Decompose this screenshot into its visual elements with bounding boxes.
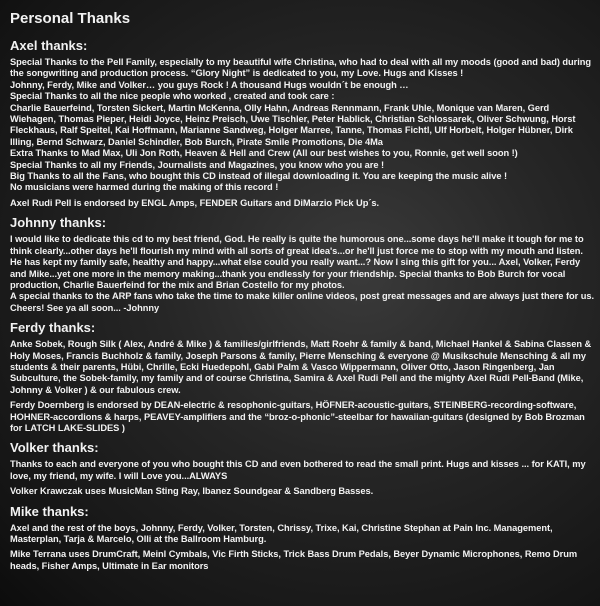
section-paragraph: Anke Sobek, Rough Silk ( Alex, André & Mike ) & families/girlfriends, Matt Roehr & family & band, Michael Hankel & Sabina Classen & Holy Moses, Francis Buchholz & family, Joseph Parsons & family, Pierre Mensching & everyone @ Musikschule Mensching & all my students & their parents, Hübi, Chrille, Ecki Huedepohl, Gabi Palm & Vasco Wippermann, Oliver Otto, Jason Ringenberg, Jan Subculture, the Sobek-family, my family and of course Christina, Samira & Axel Rudi Pell and the mighty Axel Rudi Pell-Band (Mike, Johnny & Volker ) & our fabulous crew. (10, 339, 592, 395)
section-heading: Mike thanks: (10, 503, 89, 519)
section-paragraph: Special Thanks to the Pell Family, especially to my beautiful wife Christina, who had to deal with all my moods (good and bad) during the songwriting and production process. “Glory Night” is dedicated to you, my Love. Hugs and Kisses ! Johnny, Ferdy, Mike and Volker… you guys Rock ! A thousand Hugs wouldn´t be enough … Special Thanks to all the nice people who worked , created and took care : Charlie Bauerfeind, Torsten Sickert, Martin McKenna, Olly Hahn, Andreas Rennmann, Frank Uhle, Monique van Maren, Gerd Wiehagen, Thomas Pieper, Heidi Joyce, Heinz Preisch, Uwe Tischler, Peter Hablick, Christian Schlossarek, Oliver Schwung, Horst Fleckhaus, Ralf Speitel, Kai Hoffmann, Marianne Sandweg, Holger Marree, Tanne, Thomas Fichtl, Ulf Horbelt, Holger Hübner, Dirk Illing, Bernd Schwarz, Daniel Schindler, Bob Burch, Pirate Smile Promotions, Die 4Ma Extra Thanks to Mad Max, Uli Jon Roth, Heaven & Hell and Crew (All our best wishes to you, Ronnie, get well soon !) Special Thanks to all my Friends, Journalists and Magazines, you know who you are ! Big Thanks to all the Fans, who bought this CD instead of illegal downloading it. You are keeping the music alive ! No musicians were harmed during the making of this record ! (10, 57, 592, 193)
section-ferdy (10, 320, 596, 434)
section-mike (10, 504, 596, 573)
section-heading: Volker thanks: (10, 440, 99, 456)
section-paragraph: Volker Krawczak uses MusicMan Sting Ray, Ibanez Soundgear & Sandberg Basses. (10, 486, 374, 497)
section-paragraph: Axel and the rest of the boys, Johnny, Ferdy, Volker, Torsten, Chrissy, Trixe, Kai, Christine Stephan at Pain Inc. Management, Masterplan, Tarja & Marcelo, Olli at the Ballroom Hamburg. (10, 522, 553, 544)
section-paragraph: I would like to dedicate this cd to my best friend, God. He really is quite the humorous one...some days he'll make it tough for me to think clearly...other days he'll flourish my mind with all sorts of great idea's...or he'll just force me to stop with my mouth and listen. He has kept my family safe, healthy and happy...what else could you really want...? Now I sing this gift for you... Axel, Volker, Ferdy and Mike...yet one more in the memory making...thank you endlessly for your friendship. Special thanks to Bob Burch for vocal production, Charlie Bauerfeind for the mix and Brian Costello for my photos. A special thanks to the ARP fans who take the time to make killer online videos, post great messages and are always just there for us. Cheers! See ya all soon... -Johnny (10, 234, 595, 313)
section-heading: Johnny thanks: (10, 215, 107, 231)
section-axel (10, 38, 596, 209)
section-johnny (10, 215, 596, 314)
section-paragraph: Thanks to each and everyone of you who bought this CD and even bothered to read the small print. Hugs and kisses ... for KATI, my love, my friend, my wife. I will Love you...ALWAYS (10, 459, 586, 481)
page-title: Personal Thanks (10, 10, 131, 27)
section-paragraph: Axel Rudi Pell is endorsed by ENGL Amps, FENDER Guitars and DiMarzio Pick Up´s. (10, 197, 380, 208)
section-heading: Axel thanks: (10, 38, 88, 53)
section-heading: Ferdy thanks: (10, 320, 96, 336)
section-volker (10, 440, 596, 497)
section-paragraph: Mike Terrana uses DrumCraft, Meinl Cymbals, Vic Firth Sticks, Trick Bass Drum Pedals, Beyer Dynamic Microphones, Remo Drum heads, Fisher Amps, Ultimate in Ear monitors (10, 549, 578, 571)
thanks-page (10, 10, 596, 578)
section-paragraph: Ferdy Doernberg is endorsed by DEAN-electric & resophonic-guitars, HÖFNER-acoustic-guitars, STEINBERG-recording-software, HOHNER-accordions & harps, PEAVEY-amplifiers and the “broz-o-phonic”-steelbar for hawaiian-guitars (designed by Bob Brozman for LATCH LAKE-SLIDES ) (10, 400, 585, 433)
